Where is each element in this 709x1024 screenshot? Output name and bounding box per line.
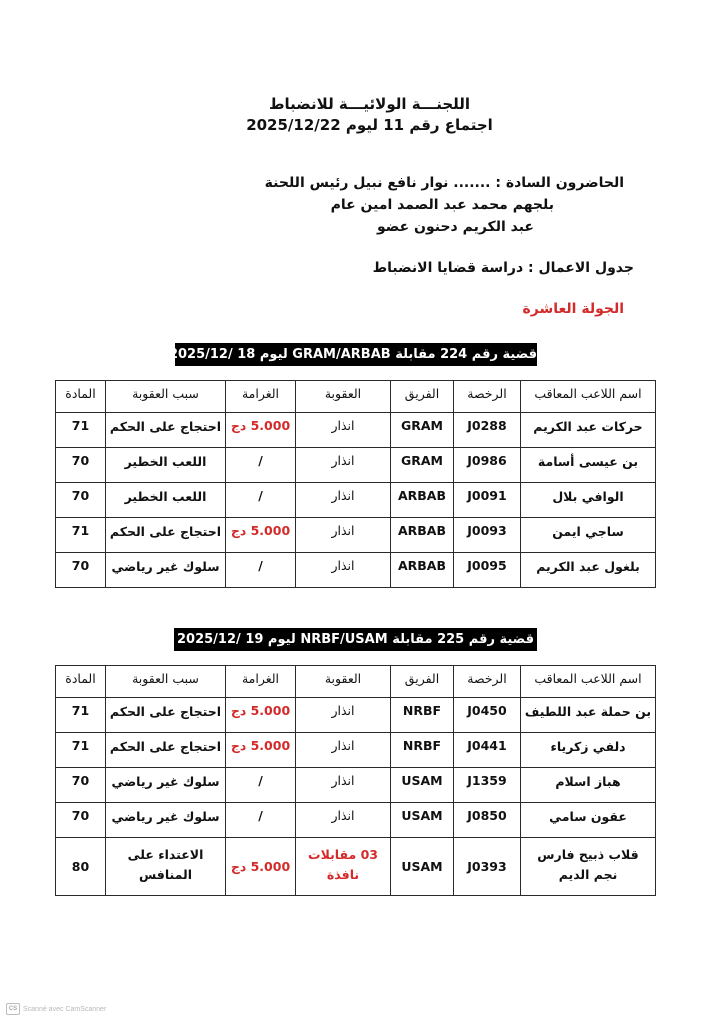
header-name: اسم اللاعب المعاقب xyxy=(521,666,656,698)
penalty: 03 مقابلات نافذة xyxy=(296,838,391,896)
case-title-bar-225: قضية رقم 225 مقابلة NRBF/USAM ليوم 19 /2025/12 xyxy=(174,628,537,651)
table-row xyxy=(56,483,656,518)
team: ARBAB xyxy=(391,518,454,553)
license-number: J0450 xyxy=(454,698,521,733)
reason: احتجاج على الحكم xyxy=(106,698,226,733)
article: 70 xyxy=(56,553,106,588)
header-fine: الغرامة xyxy=(226,666,296,698)
agenda-line: جدول الاعمال : دراسة قضايا الانضباط xyxy=(372,260,634,276)
player-name: قلاب ذبيح فارس نجم الديم xyxy=(521,838,656,896)
table-row xyxy=(56,448,656,483)
scanner-text: Scanné avec CamScanner xyxy=(23,1005,107,1013)
header-fine: الغرامة xyxy=(226,381,296,413)
sanctions-table-case-225 xyxy=(55,665,656,896)
penalty: انذار xyxy=(296,553,391,588)
committee-title: اللجنـــة الولائيـــة للانضباط xyxy=(268,95,471,113)
team: GRAM xyxy=(391,448,454,483)
penalty: انذار xyxy=(296,483,391,518)
fine: 5.000 دج xyxy=(226,413,296,448)
header-reason: سبب العقوبة xyxy=(106,666,226,698)
table-header-row xyxy=(56,666,656,698)
table-row xyxy=(56,803,656,838)
article: 71 xyxy=(56,698,106,733)
article: 70 xyxy=(56,768,106,803)
reason: الاعتداء على المنافس xyxy=(106,838,226,896)
license-number: J0986 xyxy=(454,448,521,483)
license-number: J0850 xyxy=(454,803,521,838)
license-number: J0091 xyxy=(454,483,521,518)
meeting-line: اجتماع رقم 11 ليوم 2025/12/22 xyxy=(246,116,493,134)
reason: اللعب الخطير xyxy=(106,483,226,518)
article: 70 xyxy=(56,803,106,838)
license-number: J0441 xyxy=(454,733,521,768)
license-number: J0093 xyxy=(454,518,521,553)
header-license: الرخصة xyxy=(454,666,521,698)
table-row xyxy=(56,698,656,733)
round-title: الجولة العاشرة xyxy=(522,301,624,317)
header-reason: سبب العقوبة xyxy=(106,381,226,413)
reason: سلوك غير رياضي xyxy=(106,553,226,588)
table-row xyxy=(56,413,656,448)
table-row xyxy=(56,768,656,803)
reason: سلوك غير رياضي xyxy=(106,768,226,803)
article: 71 xyxy=(56,413,106,448)
sanctions-table-case-224 xyxy=(55,380,656,588)
penalty: انذار xyxy=(296,803,391,838)
camscanner-logo-icon: CS xyxy=(6,1003,20,1015)
player-name: حركات عبد الكريم xyxy=(521,413,656,448)
reason: احتجاج على الحكم xyxy=(106,733,226,768)
player-name: عقون سامي xyxy=(521,803,656,838)
player-name: بن حملة عبد اللطيف xyxy=(521,698,656,733)
article: 80 xyxy=(56,838,106,896)
player-name: دلفي زكرياء xyxy=(521,733,656,768)
reason: اللعب الخطير xyxy=(106,448,226,483)
team: USAM xyxy=(391,838,454,896)
penalty: انذار xyxy=(296,768,391,803)
article: 71 xyxy=(56,733,106,768)
article: 70 xyxy=(56,483,106,518)
reason: سلوك غير رياضي xyxy=(106,803,226,838)
license-number: J1359 xyxy=(454,768,521,803)
team: ARBAB xyxy=(391,553,454,588)
reason: احتجاج على الحكم xyxy=(106,518,226,553)
fine: 5.000 دج xyxy=(226,518,296,553)
license-number: J0095 xyxy=(454,553,521,588)
player-name: الوافي بلال xyxy=(521,483,656,518)
attendee-line-secretary: بلجهم محمد عبد الصمد امين عام xyxy=(330,197,554,213)
table-header-row xyxy=(56,381,656,413)
player-name: هباز اسلام xyxy=(521,768,656,803)
penalty: انذار xyxy=(296,518,391,553)
attendee-line-president: الحاضرون السادة : ....... نوار نافع نبيل رئيس اللحنة xyxy=(264,175,624,191)
fine: / xyxy=(226,768,296,803)
table-row xyxy=(56,518,656,553)
article: 70 xyxy=(56,448,106,483)
fine: / xyxy=(226,483,296,518)
attendee-line-member: عبد الكريم دحنون عضو xyxy=(377,219,534,235)
player-name: بلغول عبد الكريم xyxy=(521,553,656,588)
team: NRBF xyxy=(391,698,454,733)
license-number: J0288 xyxy=(454,413,521,448)
fine: / xyxy=(226,803,296,838)
article: 71 xyxy=(56,518,106,553)
team: GRAM xyxy=(391,413,454,448)
fine: 5.000 دج xyxy=(226,838,296,896)
header-license: الرخصة xyxy=(454,381,521,413)
team: ARBAB xyxy=(391,483,454,518)
header-penalty: العقوبة xyxy=(296,666,391,698)
fine: 5.000 دج xyxy=(226,733,296,768)
penalty: انذار xyxy=(296,448,391,483)
fine: / xyxy=(226,448,296,483)
table-row xyxy=(56,553,656,588)
player-name: ساجي ايمن xyxy=(521,518,656,553)
penalty: انذار xyxy=(296,413,391,448)
penalty: انذار xyxy=(296,698,391,733)
header-article: المادة xyxy=(56,666,106,698)
team: NRBF xyxy=(391,733,454,768)
scanner-watermark xyxy=(6,1003,106,1015)
fine: / xyxy=(226,553,296,588)
team: USAM xyxy=(391,803,454,838)
header-name: اسم اللاعب المعاقب xyxy=(521,381,656,413)
table-row xyxy=(56,838,656,896)
header-team: الفريق xyxy=(391,666,454,698)
header-article: المادة xyxy=(56,381,106,413)
header-team: الفريق xyxy=(391,381,454,413)
attendees-block xyxy=(124,172,624,238)
case-title-bar-224: قضية رقم 224 مقابلة GRAM/ARBAB ليوم 18 /2025/12 xyxy=(175,343,537,366)
license-number: J0393 xyxy=(454,838,521,896)
table-row xyxy=(56,733,656,768)
header-penalty: العقوبة xyxy=(296,381,391,413)
player-name: بن عيسى أسامة xyxy=(521,448,656,483)
team: USAM xyxy=(391,768,454,803)
penalty: انذار xyxy=(296,733,391,768)
reason: احتجاج على الحكم xyxy=(106,413,226,448)
fine: 5.000 دج xyxy=(226,698,296,733)
